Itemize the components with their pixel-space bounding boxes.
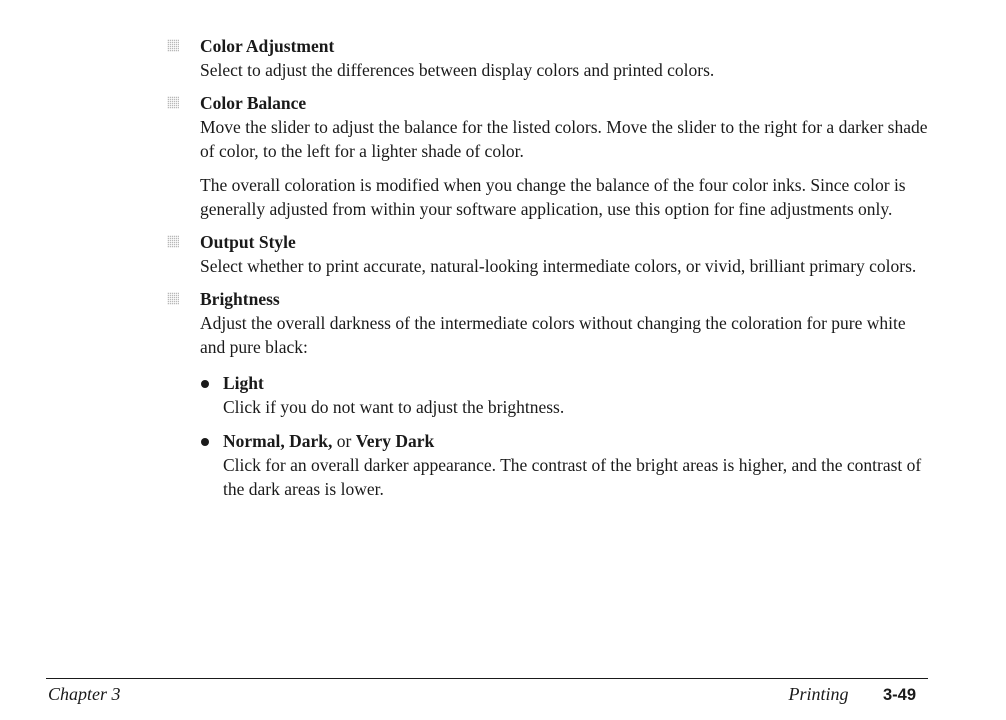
option-label-normal-dark: Normal, Dark, <box>223 431 333 451</box>
brightness-options-list <box>200 371 930 501</box>
page-number: 3-49 <box>882 686 916 704</box>
section-paragraph: The overall coloration is modified when you change the balance of the four color inks. Since color is generally adjusted from within your software application, use this option for fine adjustments only. <box>200 175 906 219</box>
footer-section-title: Printing <box>788 684 849 704</box>
section-marker-icon <box>167 292 179 305</box>
option-description: Click for an overall darker appearance. The contrast of the bright areas is higher, and the contrast of the dark areas is lower. <box>223 455 922 499</box>
section-color-adjustment <box>200 34 930 82</box>
document-body <box>200 34 930 511</box>
list-item <box>223 371 930 419</box>
section-paragraph: Adjust the overall darkness of the intermediate colors without changing the coloration for pure white and pure black: <box>200 313 906 357</box>
bullet-dot-icon <box>201 438 209 446</box>
section-marker-icon <box>167 39 179 52</box>
section-marker-icon <box>167 96 179 109</box>
option-label-connector: or <box>332 431 356 451</box>
option-label-very-dark: Very Dark <box>355 431 435 451</box>
option-description: Click if you do not want to adjust the brightness. <box>223 397 565 417</box>
section-paragraph: Move the slider to adjust the balance for the listed colors. Move the slider to the right for a darker shade of color, to the left for a lighter shade of color. <box>200 117 928 161</box>
footer-divider <box>46 678 928 679</box>
section-heading: Color Adjustment <box>200 36 335 56</box>
section-output-style <box>200 230 930 278</box>
section-color-balance <box>200 91 930 221</box>
option-label: Light <box>223 373 264 393</box>
section-heading: Output Style <box>200 232 296 252</box>
section-paragraph: Select whether to print accurate, natural-looking intermediate colors, or vivid, brilliant primary colors. <box>200 256 917 276</box>
section-marker-icon <box>167 235 179 248</box>
section-paragraph: Select to adjust the differences between display colors and printed colors. <box>200 60 715 80</box>
section-brightness <box>200 287 930 501</box>
section-heading: Brightness <box>200 289 280 309</box>
section-heading: Color Balance <box>200 93 307 113</box>
list-item <box>223 429 930 501</box>
footer-chapter: Chapter 3 <box>48 684 121 704</box>
bullet-dot-icon <box>201 380 209 388</box>
footer-right <box>788 684 916 705</box>
